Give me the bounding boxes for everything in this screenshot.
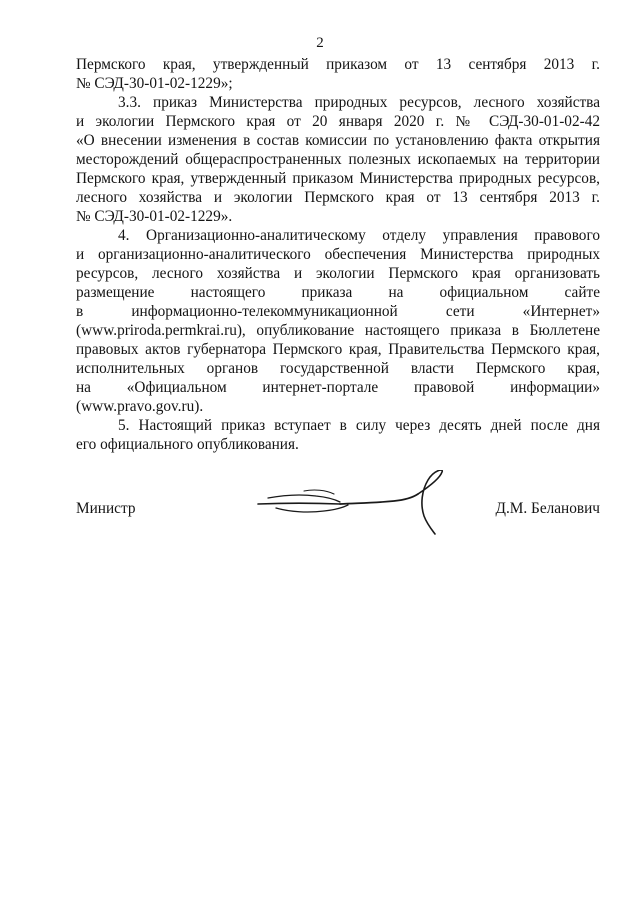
text-line: и организационно-аналитического обеспечения Министерства природных xyxy=(76,246,600,263)
text-line: в информационно-телекоммуникационной сети «Интернет» xyxy=(76,303,600,320)
text-line: «О внесении изменения в состав комиссии по установлению факта открытия xyxy=(76,132,600,149)
text-line: 4. Организационно-аналитическому отделу управления правового xyxy=(118,227,600,244)
document-body xyxy=(76,55,600,454)
signer-name: Д.М. Беланович xyxy=(495,500,600,517)
text-line: (www.pravo.gov.ru). xyxy=(76,398,204,415)
text-line: (www.priroda.permkrai.ru), опубликование настоящего приказа в Бюллетене xyxy=(76,322,600,339)
text-line: лесного хозяйства и экологии Пермского края от 13 сентября 2013 г. xyxy=(76,189,600,206)
page-number: 2 xyxy=(316,35,324,51)
text-line: месторождений общераспространенных полезных ископаемых на территории xyxy=(76,151,600,168)
text-line: № СЭД-30-01-02-1229»; xyxy=(76,75,233,92)
text-line: исполнительных органов государственной власти Пермского края, xyxy=(76,360,600,377)
text-line: на «Официальном интернет-портале правовой информации» xyxy=(76,379,600,396)
text-line: 3.3. приказ Министерства природных ресурсов, лесного хозяйства xyxy=(118,94,600,111)
signature-block xyxy=(76,470,600,540)
signer-title: Министр xyxy=(76,500,136,517)
text-line: правовых актов губернатора Пермского края, Правительства Пермского края, xyxy=(76,341,600,358)
text-line: и экологии Пермского края от 20 января 2020 г. № СЭД-30-01-02-42 xyxy=(76,113,600,130)
text-line: № СЭД-30-01-02-1229». xyxy=(76,208,233,225)
text-line: Пермского края, утвержденный приказом Министерства природных ресурсов, xyxy=(76,170,600,187)
text-line: ресурсов, лесного хозяйства и экологии Пермского края организовать xyxy=(76,265,600,282)
text-line: его официального опубликования. xyxy=(76,436,299,453)
text-line: размещение настоящего приказа на официальном сайте xyxy=(76,284,600,301)
text-line: 5. Настоящий приказ вступает в силу через десять дней после дня xyxy=(118,417,600,434)
text-line: Пермского края, утвержденный приказом от 13 сентября 2013 г. xyxy=(76,56,600,73)
handwritten-signature xyxy=(254,470,454,536)
